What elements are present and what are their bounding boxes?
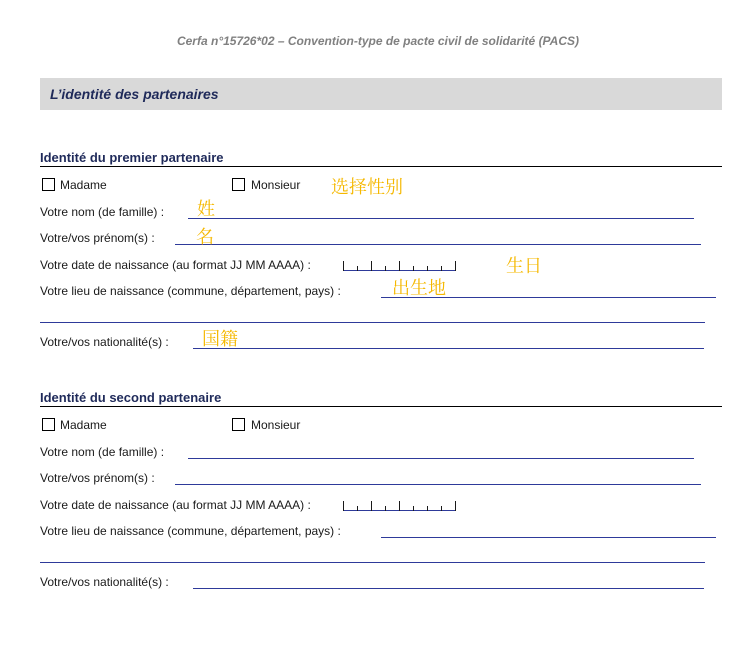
partner2-nationalite-label: Votre/vos nationalité(s) : (40, 575, 169, 589)
partner1-date-label: Votre date de naissance (au format JJ MM AAAA) : (40, 258, 311, 272)
partner2-nationalite-field[interactable] (193, 588, 704, 589)
partner2-madame-checkbox[interactable] (42, 418, 55, 431)
partner2-prenom-field[interactable] (175, 484, 701, 485)
annotation-surname: 姓 (197, 199, 215, 220)
form-reference-title: Cerfa n°15726*02 – Convention-type de pacte civil de solidarité (PACS) (176, 34, 580, 48)
annotation-gender: 选择性别 (331, 177, 403, 198)
partner1-monsieur-checkbox[interactable] (232, 178, 245, 191)
partner2-lieu-field[interactable] (381, 537, 716, 538)
partner2-nom-label: Votre nom (de famille) : (40, 445, 165, 459)
partner1-heading: Identité du premier partenaire (40, 150, 224, 165)
partner1-nom-field[interactable] (188, 218, 694, 219)
partner1-monsieur-label: Monsieur (251, 178, 301, 192)
partner2-nom-field[interactable] (188, 458, 694, 459)
partner2-monsieur-label: Monsieur (251, 418, 301, 432)
partner2-heading: Identité du second partenaire (40, 390, 222, 405)
partner1-prenom-label: Votre/vos prénom(s) : (40, 231, 155, 245)
partner1-nationalite-label: Votre/vos nationalité(s) : (40, 335, 169, 349)
annotation-nationality: 国籍 (202, 329, 238, 350)
partner2-prenom-label: Votre/vos prénom(s) : (40, 471, 155, 485)
partner1-date-field[interactable] (343, 259, 456, 271)
partner1-lieu-field-continued[interactable] (40, 322, 705, 323)
partner1-lieu-label: Votre lieu de naissance (commune, département, pays) : (40, 284, 341, 298)
partner2-lieu-field-continued[interactable] (40, 562, 705, 563)
partner2-lieu-label: Votre lieu de naissance (commune, département, pays) : (40, 524, 341, 538)
partner2-madame-label: Madame (60, 418, 107, 432)
partner2-date-label: Votre date de naissance (au format JJ MM AAAA) : (40, 498, 311, 512)
partner1-nom-label: Votre nom (de famille) : (40, 205, 165, 219)
partner1-madame-checkbox[interactable] (42, 178, 55, 191)
partner1-nationalite-field[interactable] (193, 348, 704, 349)
partner2-monsieur-checkbox[interactable] (232, 418, 245, 431)
section-band (40, 78, 722, 110)
annotation-given-name: 名 (196, 227, 214, 248)
section-title: L’identité des partenaires (50, 86, 219, 102)
partner2-heading-rule (40, 406, 722, 407)
annotation-birthday: 生日 (506, 256, 542, 277)
partner1-madame-label: Madame (60, 178, 107, 192)
annotation-birthplace: 出生地 (392, 278, 446, 299)
partner1-prenom-field[interactable] (175, 244, 701, 245)
partner2-date-field[interactable] (343, 499, 456, 511)
partner1-heading-rule (40, 166, 722, 167)
